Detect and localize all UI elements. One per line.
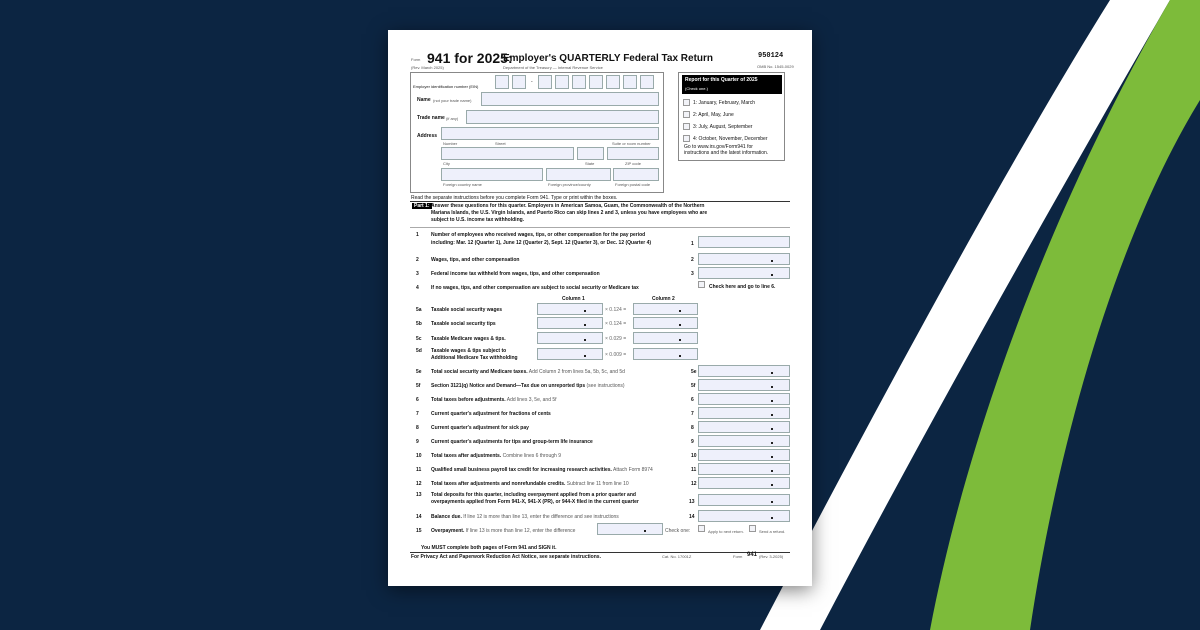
foreign-province-input[interactable]: [546, 168, 611, 181]
line-12-input[interactable]: [698, 477, 790, 489]
line-ref: 14: [689, 514, 695, 520]
foreign-postal-input[interactable]: [613, 168, 659, 181]
line-ref: 1: [691, 241, 694, 247]
line-1-input[interactable]: [698, 236, 790, 248]
dash: -: [531, 79, 533, 85]
footer-rev: (Rev. 3-2025): [759, 554, 784, 559]
line-10-input[interactable]: [698, 449, 790, 461]
divider: [410, 552, 790, 553]
divider: [410, 201, 790, 202]
line-9-input[interactable]: [698, 435, 790, 447]
decimal-point: [584, 355, 586, 357]
line-number: 12: [416, 481, 422, 487]
quarter-checkbox-4[interactable]: [683, 135, 690, 142]
omb-number: OMB No. 1545-0029: [757, 64, 794, 69]
line-ref: 5e: [691, 369, 697, 375]
line-text: Total social security and Medicare taxes. Add Column 2 from lines 5a, 5b, 5c, and 5d: [431, 369, 625, 375]
foreign-country-label: Foreign country name: [443, 182, 482, 187]
line-number: 11: [416, 467, 422, 473]
line-text: Wages, tips, and other compensation: [431, 257, 520, 263]
multiplier: × 0.124 =: [605, 321, 627, 327]
name-input[interactable]: [481, 92, 659, 106]
sign-reminder: You MUST complete both pages of Form 941 and SIGN it.: [421, 545, 557, 551]
decimal-point: [771, 428, 773, 430]
line-number: 4: [416, 285, 419, 291]
foreign-postal-label: Foreign postal code: [615, 182, 651, 187]
zip-input[interactable]: [607, 147, 659, 160]
decimal-point: [679, 324, 681, 326]
quarter-option-3: 3: July, August, September: [693, 124, 753, 130]
line-note: Combine lines 6 through 9: [501, 453, 561, 459]
line-number: 5d: [416, 348, 422, 354]
line-number: 8: [416, 425, 419, 431]
line-15-input[interactable]: [597, 523, 663, 535]
line-text: Qualified small business payroll tax credit for increasing research activities. Attach Form 8974: [431, 467, 653, 473]
quarter-note: instructions and the latest information.: [684, 150, 769, 156]
line-ref: 6: [691, 397, 694, 403]
line-ref: 9: [691, 439, 694, 445]
line-number: 3: [416, 271, 419, 277]
part-instructions: Mariana Islands, the U.S. Virgin Islands, and Puerto Rico can skip lines 2 and 3, unless you have employees who are: [431, 210, 708, 216]
quarter-option-2: 2: April, May, June: [693, 112, 734, 118]
trade-name-input[interactable]: [466, 110, 659, 124]
number-label: Number: [443, 141, 458, 146]
part-label: Part 1:: [414, 203, 430, 209]
decimal-point: [771, 400, 773, 402]
line-note: Add lines 3, 5e, and 5f: [505, 397, 557, 403]
line-number: 2: [416, 257, 419, 263]
line-2-input[interactable]: [698, 253, 790, 265]
line-text: Current quarter's adjustment for fractions of cents: [431, 411, 551, 417]
line-6-input[interactable]: [698, 393, 790, 405]
line-text: Number of employees who received wages, tips, or other compensation for the pay period: [431, 232, 646, 238]
line-ref: 5f: [691, 383, 696, 389]
foreign-country-input[interactable]: [441, 168, 543, 181]
multiplier: × 0.029 =: [605, 336, 627, 342]
line-number: 14: [416, 514, 422, 520]
part-instructions: Answer these questions for this quarter. Employers in American Samoa, Guam, the Commonwealth of the Northern: [431, 203, 705, 209]
line-text: Current quarter's adjustments for tips and group-term life insurance: [431, 439, 593, 445]
decimal-point: [771, 484, 773, 486]
line-4-checkbox[interactable]: [698, 281, 705, 288]
line-note: Add Column 2 from lines 5a, 5b, 5c, and 5d: [527, 369, 625, 375]
footer-form-number: 941: [747, 552, 758, 558]
state-label: State: [585, 161, 595, 166]
name-label: Name: [417, 97, 431, 103]
ein-digit[interactable]: [538, 75, 552, 89]
form-title: Employer's QUARTERLY Federal Tax Return: [503, 53, 714, 64]
decimal-point: [771, 517, 773, 519]
check-one-label: Check one:: [665, 528, 691, 534]
line-text: Current quarter's adjustment for sick pay: [431, 425, 529, 431]
quarter-checkbox-3[interactable]: [683, 123, 690, 130]
decimal-point: [771, 372, 773, 374]
decimal-point: [679, 310, 681, 312]
line-ref: 8: [691, 425, 694, 431]
decimal-point: [771, 442, 773, 444]
line-ref: 11: [691, 467, 697, 473]
line-text: Balance due. If line 12 is more than line 13, enter the difference and see instructions: [431, 514, 619, 520]
read-note: Read the separate instructions before you complete Form 941. Type or print within the boxes.: [411, 195, 618, 201]
footer-form: Form: [733, 554, 743, 559]
line-5d-column-1[interactable]: [537, 348, 603, 360]
line-number: 5f: [416, 383, 421, 389]
line-5b-column-2[interactable]: [633, 317, 698, 329]
divider: [410, 227, 790, 228]
column-2-header: Column 2: [652, 296, 675, 302]
state-input[interactable]: [577, 147, 604, 160]
part-instructions: subject to U.S. income tax withholding.: [431, 217, 525, 223]
line-5b-column-1[interactable]: [537, 317, 603, 329]
form-label: Form: [411, 57, 421, 62]
line-ref: 10: [691, 453, 697, 459]
line-ref: 13: [689, 499, 695, 505]
line-note: If line 13 is more than line 12, enter the difference: [464, 528, 576, 534]
trade-name-label: Trade name: [417, 115, 445, 121]
cat-number: Cat. No. 17001Z: [662, 554, 692, 559]
suite-label: Suite or room number: [612, 141, 651, 146]
line-text: Total taxes before adjustments. Add lines 3, 5e, and 5f: [431, 397, 557, 403]
line-text: Additional Medicare Tax withholding: [431, 355, 518, 361]
line-text: Taxable social security wages: [431, 307, 503, 313]
line-text: including: Mar. 12 (Quarter 1), June 12 (Quarter 2), Sept. 12 (Quarter 3), or Dec. 12 (Quarter 4): [431, 240, 652, 246]
line-text: Section 3121(q) Notice and Demand—Tax due on unreported tips (see instructions): [431, 383, 625, 389]
decimal-point: [771, 501, 773, 503]
line-note: Attach Form 8974: [611, 467, 653, 473]
quarter-note: Go to www.irs.gov/Form941 for: [684, 144, 753, 150]
decimal-point: [584, 339, 586, 341]
decimal-point: [679, 339, 681, 341]
multiplier: × 0.124 =: [605, 307, 627, 313]
apply-next-return-checkbox[interactable]: [698, 525, 705, 532]
ein-digit[interactable]: [495, 75, 509, 89]
send-refund-checkbox[interactable]: [749, 525, 756, 532]
line-ref: 2: [691, 257, 694, 263]
form-941-page: [388, 30, 812, 586]
decimal-point: [771, 414, 773, 416]
line-number: 5e: [416, 369, 422, 375]
line-8-input[interactable]: [698, 421, 790, 433]
street-label: Street: [495, 141, 506, 146]
line-number: 1: [416, 232, 419, 238]
decimal-point: [679, 355, 681, 357]
line-text: Overpayment. If line 13 is more than line 12, enter the difference: [431, 528, 576, 534]
decimal-point: [771, 386, 773, 388]
city-label: City: [443, 161, 450, 166]
quarter-title: Report for this Quarter of 2025: [685, 77, 758, 83]
decimal-point: [771, 274, 773, 276]
quarter-checkbox-2[interactable]: [683, 111, 690, 118]
department: Department of the Treasury — Internal Revenue Service: [503, 65, 603, 70]
quarter-sub: (Check one.): [685, 86, 708, 91]
line-14-input[interactable]: [698, 510, 790, 522]
name-hint: (not your trade name): [433, 98, 472, 103]
line-text: overpayments applied from Form 941-X, 941-X (PR), or 944-X filed in the current quarter: [431, 499, 639, 505]
line-5c-column-2[interactable]: [633, 332, 698, 344]
line-5a-column-2[interactable]: [633, 303, 698, 315]
zip-label: ZIP code: [625, 161, 641, 166]
revision: (Rev. March 2025): [411, 65, 444, 70]
form-code: 950124: [758, 52, 784, 60]
line-text: If no wages, tips, and other compensation are subject to social security or Medicare tax: [431, 285, 639, 291]
line-number: 10: [416, 453, 422, 459]
line-number: 5b: [416, 321, 422, 327]
address-label: Address: [417, 133, 438, 139]
line-5d-column-2[interactable]: [633, 348, 698, 360]
line-4-check-label: Check here and go to line 6.: [709, 284, 776, 290]
ein-digit[interactable]: [512, 75, 526, 89]
line-text: Taxable social security tips: [431, 321, 496, 327]
line-number: 5c: [416, 336, 422, 342]
line-number: 13: [416, 492, 422, 498]
line-ref: 3: [691, 271, 694, 277]
line-5f-input[interactable]: [698, 379, 790, 391]
multiplier: × 0.009 =: [605, 352, 627, 358]
street-input[interactable]: [441, 127, 659, 140]
ein-digit[interactable]: [572, 75, 586, 89]
decimal-point: [584, 324, 586, 326]
line-text: Total deposits for this quarter, including overpayment applied from a prior quarter and: [431, 492, 636, 498]
ein-digit[interactable]: [623, 75, 637, 89]
ein-digit[interactable]: [555, 75, 569, 89]
line-text: Total taxes after adjustments. Combine lines 6 through 9: [431, 453, 561, 459]
decimal-point: [771, 470, 773, 472]
quarter-checkbox-1[interactable]: [683, 99, 690, 106]
ein-digit[interactable]: [606, 75, 620, 89]
line-text: Taxable Medicare wages & tips.: [431, 336, 506, 342]
line-3-input[interactable]: [698, 267, 790, 279]
send-refund-label: Send a refund.: [759, 529, 786, 534]
decimal-point: [584, 310, 586, 312]
decimal-point: [644, 530, 646, 532]
line-note: If line 12 is more than line 13, enter the difference and see instructions: [461, 514, 619, 520]
ein-digit[interactable]: [640, 75, 654, 89]
decimal-point: [771, 456, 773, 458]
line-text: Taxable wages & tips subject to: [431, 348, 507, 354]
line-number: 6: [416, 397, 419, 403]
ein-label: Employer identification number (EIN): [413, 84, 479, 89]
line-5e-input[interactable]: [698, 365, 790, 377]
privacy-notice: For Privacy Act and Paperwork Reduction Act Notice, see separate instructions.: [411, 554, 601, 560]
decimal-point: [771, 260, 773, 262]
line-number: 9: [416, 439, 419, 445]
city-input[interactable]: [441, 147, 574, 160]
line-note: (see instructions): [585, 383, 625, 389]
line-13-input[interactable]: [698, 494, 790, 506]
line-note: Subtract line 11 from line 10: [565, 481, 629, 487]
line-5a-column-1[interactable]: [537, 303, 603, 315]
quarter-option-1: 1: January, February, March: [693, 100, 756, 106]
foreign-province-label: Foreign province/county: [548, 182, 591, 187]
form-number: 941 for 2025:: [427, 50, 513, 66]
column-1-header: Column 1: [562, 296, 585, 302]
apply-next-return-label: Apply to next return.: [708, 529, 744, 534]
line-11-input[interactable]: [698, 463, 790, 475]
line-text: Total taxes after adjustments and nonrefundable credits. Subtract line 11 from line 10: [431, 481, 629, 487]
line-ref: 7: [691, 411, 694, 417]
line-number: 7: [416, 411, 419, 417]
line-5c-column-1[interactable]: [537, 332, 603, 344]
quarter-option-4: 4: October, November, December: [693, 136, 768, 142]
ein-digit[interactable]: [589, 75, 603, 89]
line-ref: 12: [691, 481, 697, 487]
trade-name-hint: (if any): [446, 116, 459, 121]
line-number: 5a: [416, 307, 422, 313]
line-7-input[interactable]: [698, 407, 790, 419]
line-text: Federal income tax withheld from wages, tips, and other compensation: [431, 271, 600, 277]
line-number: 15: [416, 528, 422, 534]
